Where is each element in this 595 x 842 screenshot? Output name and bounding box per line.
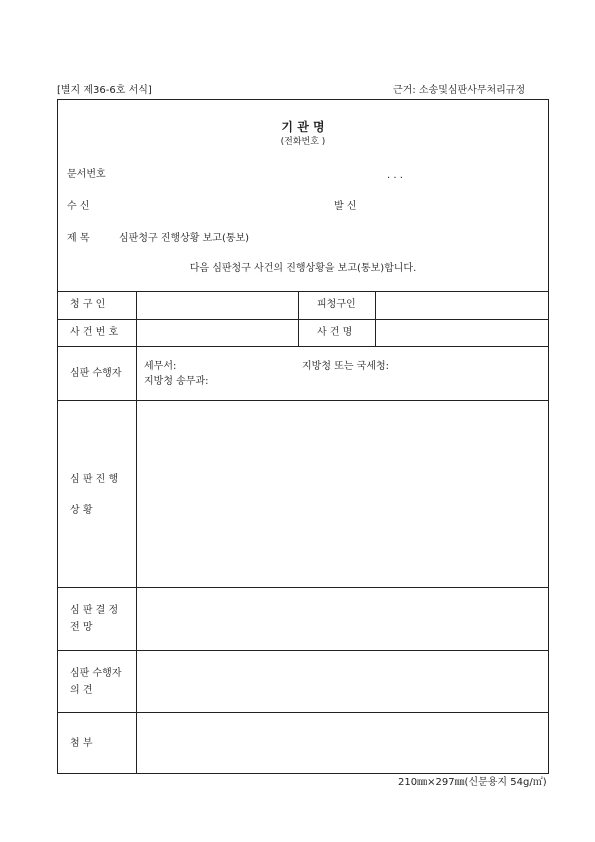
regional-litigation-label: 지방청 송무과: <box>144 376 209 387</box>
respondent-field[interactable] <box>376 292 548 319</box>
claimant-field[interactable] <box>137 292 298 319</box>
receiver-label: 수 신 <box>67 201 90 212</box>
opinion-label-line1: 심판 수행자 <box>70 668 122 679</box>
body-text: 다음 심판청구 사건의 진행상황을 보고(통보)합니다. <box>189 263 417 274</box>
respondent-label: 피청구인 <box>317 299 356 310</box>
progress-label-line2: 상 황 <box>70 505 93 516</box>
case-number-field[interactable] <box>137 320 298 346</box>
regulation-basis: 근거: 소송및심판사무처리규정 <box>393 85 526 96</box>
row-rule <box>57 346 549 347</box>
opinion-label-line2: 의 견 <box>70 685 93 696</box>
subject-text: 심판청구 진행상황 보고(통보) <box>119 233 250 244</box>
regional-or-nts-label: 지방청 또는 국세청: <box>302 361 390 372</box>
subject-label: 제 목 <box>67 233 90 244</box>
letterhead-section <box>57 99 549 291</box>
attachment-label: 첨 부 <box>70 738 93 749</box>
agency-name: 기 관 명 <box>281 120 325 134</box>
paper-spec: 210㎜×297㎜(신문용지 54g/㎡) <box>398 777 547 788</box>
prospect-field[interactable] <box>137 588 548 650</box>
progress-label-line1: 심 판 진 행 <box>70 474 119 485</box>
progress-field[interactable] <box>137 401 548 587</box>
claimant-label: 청 구 인 <box>70 299 106 310</box>
doc-number-label: 문서번호 <box>67 169 106 180</box>
performer-label: 심판 수행자 <box>70 368 122 379</box>
case-name-field[interactable] <box>376 320 548 346</box>
phone-number: (전화번호 ) <box>280 137 326 147</box>
prospect-label-line1: 심 판 결 정 <box>70 605 119 616</box>
attachment-field[interactable] <box>137 713 548 773</box>
case-number-label: 사 건 번 호 <box>70 327 119 338</box>
date-dots: . . . <box>387 170 403 181</box>
form-id: [별지 제36-6호 서식] <box>57 85 152 96</box>
case-name-label: 사 건 명 <box>317 327 353 338</box>
tax-office-label: 세무서: <box>144 361 177 372</box>
opinion-field[interactable] <box>137 651 548 712</box>
sender-label: 발 신 <box>334 201 357 212</box>
prospect-label-line2: 전 망 <box>70 622 93 633</box>
mid-column-rule <box>298 291 299 346</box>
